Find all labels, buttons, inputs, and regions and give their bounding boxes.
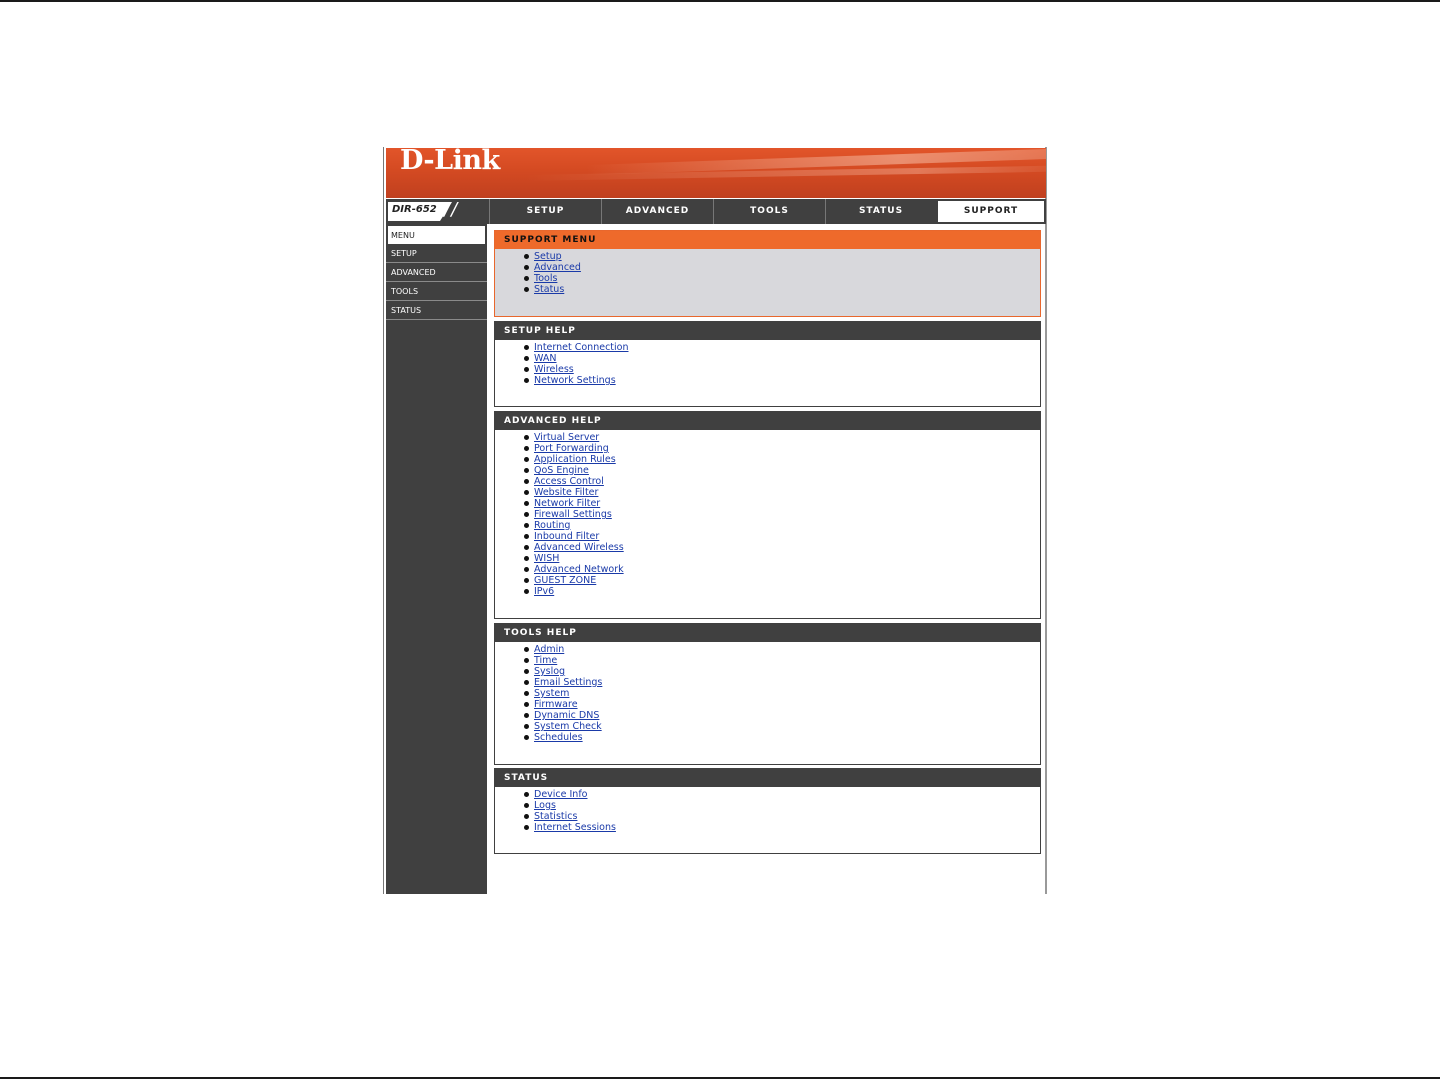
help-link[interactable]: Dynamic DNS [534,710,600,721]
list-item [534,688,1040,699]
list-item [534,465,1040,476]
section-title: ADVANCED HELP [495,412,1040,430]
sidebar-item-advanced[interactable]: ADVANCED [386,263,487,282]
help-link[interactable]: Firewall Settings [534,509,612,520]
help-link[interactable]: Website Filter [534,487,599,498]
tools-help-panel [494,623,1041,765]
help-link[interactable]: Port Forwarding [534,443,609,454]
list-item [534,498,1040,509]
help-link[interactable]: Setup [534,251,562,262]
help-link[interactable]: Access Control [534,476,604,487]
help-link[interactable]: WAN [534,353,557,364]
help-link[interactable]: Schedules [534,732,583,743]
help-link[interactable]: Wireless [534,364,574,375]
dlink-logo: D-Link [400,148,500,176]
list-item [534,364,1040,375]
section-title: SETUP HELP [495,322,1040,340]
list-item [534,677,1040,688]
help-link[interactable]: System [534,688,570,699]
list-item [534,655,1040,666]
list-item [534,251,1040,262]
setup-help-panel [494,321,1041,407]
list-item [534,454,1040,465]
sidebar-item-status[interactable]: STATUS [386,301,487,320]
list-item [534,710,1040,721]
help-link[interactable]: Admin [534,644,565,655]
list-item [534,586,1040,597]
top-navigation [386,199,1046,224]
help-link[interactable]: Routing [534,520,571,531]
list-item [534,564,1040,575]
sidebar-item-tools[interactable]: TOOLS [386,282,487,301]
tab-setup[interactable]: SETUP [489,199,601,224]
list-item [534,531,1040,542]
section-title: SUPPORT MENU [495,231,1040,249]
help-link[interactable]: Logs [534,800,556,811]
list-item [534,644,1040,655]
list-item [534,509,1040,520]
slash-decoration-icon: // [444,199,459,220]
help-link[interactable]: Advanced [534,262,581,273]
list-item [534,353,1040,364]
help-link[interactable]: Inbound Filter [534,531,600,542]
help-link[interactable]: Network Settings [534,375,616,386]
help-link[interactable]: Application Rules [534,454,616,465]
advanced-help-panel [494,411,1041,619]
list-item [534,542,1040,553]
help-link[interactable]: Firmware [534,699,578,710]
help-link[interactable]: Advanced Network [534,564,624,575]
support-menu-panel [494,230,1041,317]
list-item [534,443,1040,454]
list-item [534,811,1040,822]
help-link[interactable]: QoS Engine [534,465,589,476]
status-help-panel [494,768,1041,854]
model-name: DIR-652 [392,204,437,215]
link-list [495,249,1040,295]
page-bottom-rule [0,1077,1440,1079]
sidebar [386,224,487,894]
list-item [534,822,1040,833]
section-title: TOOLS HELP [495,624,1040,642]
list-item [534,553,1040,564]
list-item [534,284,1040,295]
sidebar-item-setup[interactable]: SETUP [386,244,487,263]
list-item [534,520,1040,531]
router-admin-window [383,147,1047,894]
list-item [534,487,1040,498]
help-link[interactable]: Virtual Server [534,432,600,443]
list-item [534,699,1040,710]
list-item [534,476,1040,487]
help-link[interactable]: Statistics [534,811,578,822]
sidebar-item-menu[interactable]: MENU [388,226,485,244]
list-item [534,575,1040,586]
help-link[interactable]: IPv6 [534,586,555,597]
list-item [534,800,1040,811]
list-item [534,789,1040,800]
help-link[interactable]: Device Info [534,789,588,800]
list-item [534,342,1040,353]
help-link[interactable]: Advanced Wireless [534,542,624,553]
tab-status[interactable]: STATUS [825,199,936,224]
help-link[interactable]: Time [534,655,558,666]
page-top-rule [0,0,1440,2]
link-list [495,642,1040,743]
list-item [534,732,1040,743]
tab-support[interactable]: SUPPORT [936,199,1046,224]
list-item [534,432,1040,443]
help-link[interactable]: Network Filter [534,498,601,509]
help-link[interactable]: GUEST ZONE [534,575,597,586]
list-item [534,721,1040,732]
list-item [534,262,1040,273]
link-list [495,430,1040,597]
help-link[interactable]: Internet Sessions [534,822,616,833]
help-link[interactable]: Syslog [534,666,566,677]
section-title: STATUS [495,769,1040,787]
link-list [495,340,1040,386]
model-badge [388,199,488,221]
help-link[interactable]: System Check [534,721,602,732]
help-link[interactable]: WISH [534,553,560,564]
list-item [534,273,1040,284]
list-item [534,666,1040,677]
link-list [495,787,1040,833]
help-link[interactable]: Status [534,284,565,295]
header-banner [386,148,1046,198]
help-link[interactable]: Internet Connection [534,342,629,353]
list-item [534,375,1040,386]
help-link[interactable]: Tools [534,273,558,284]
help-link[interactable]: Email Settings [534,677,603,688]
tab-tools[interactable]: TOOLS [713,199,825,224]
tab-advanced[interactable]: ADVANCED [601,199,713,224]
